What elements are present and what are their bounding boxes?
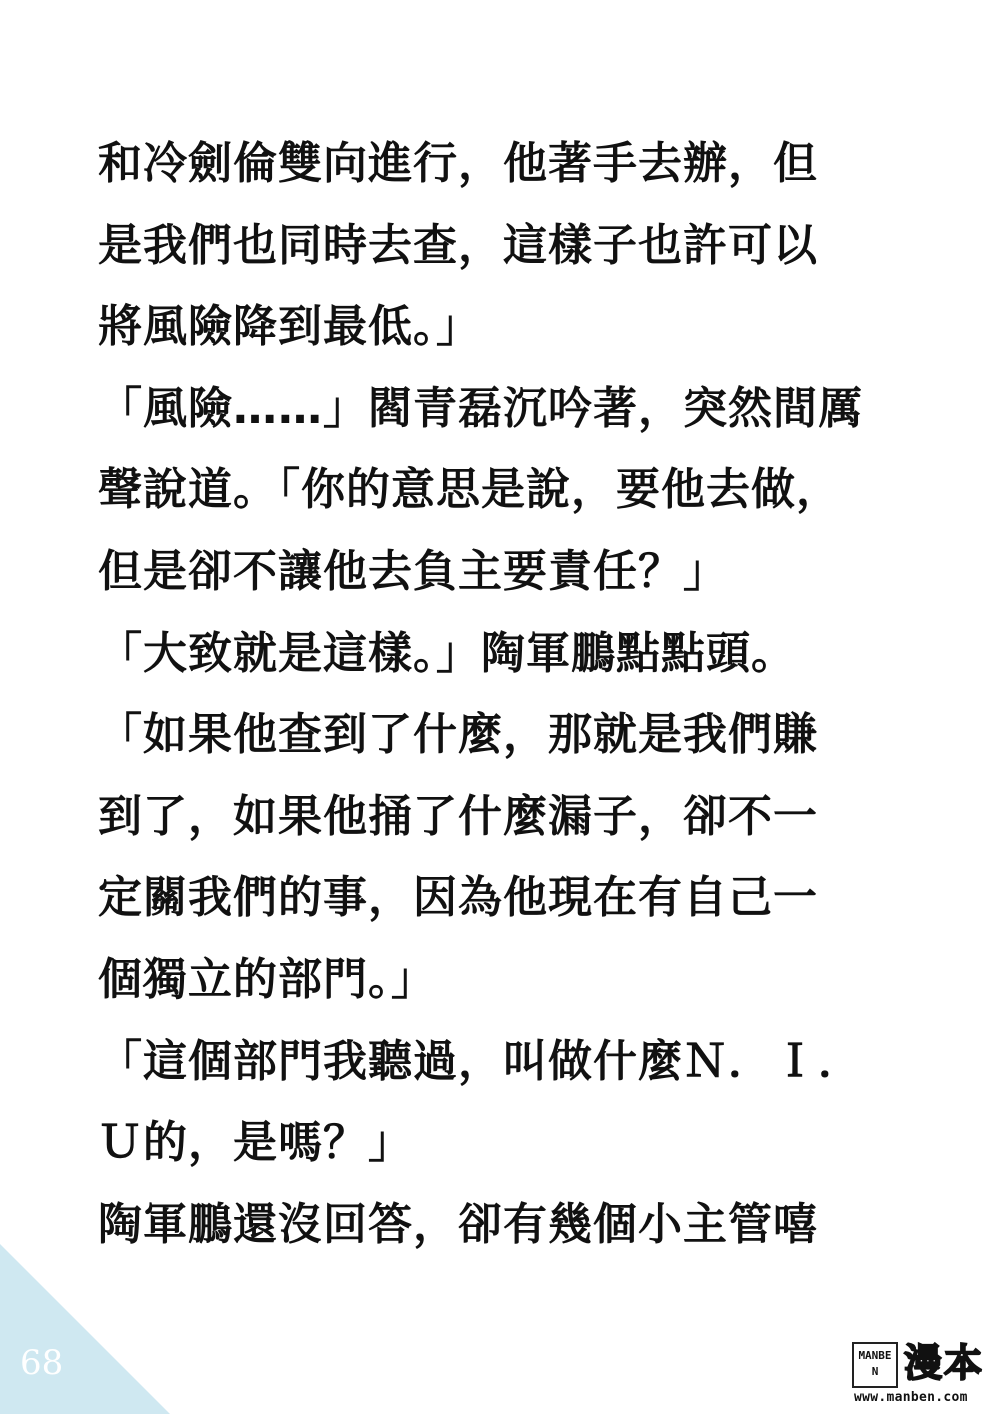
watermark-logo-text: MANBEN [858,1349,892,1378]
text-line: 和冷劍倫雙向進行，他著手去辦，但 [98,138,818,189]
text-line: 「這個部門我聽過，叫做什麼Ｎ．Ｉ． [98,1035,863,1087]
text-line: 聲說道。「你的意思是說，要他去做， [98,464,841,516]
text-line: 「風險……」閻青磊沉吟著，突然間厲 [98,382,863,434]
text-line: 定關我們的事，因為他現在有自己一 [98,872,818,924]
page-corner-decoration [0,1244,170,1414]
text-line: 是我們也同時去查，這樣子也許可以 [98,219,818,271]
text-line: Ｕ的，是嗎？」 [98,1117,413,1169]
text-line: 但是卻不讓他去負主要責任？」 [98,545,728,597]
body-text [98,128,958,1270]
watermark [852,1342,992,1408]
text-line: 陶軍鵬還沒回答，卻有幾個小主管嘻 [98,1198,818,1250]
text-line: 「大致就是這樣。」陶軍鵬點點頭。 [98,627,796,679]
text-line: 個獨立的部門。」 [98,953,436,1005]
watermark-url: www.manben.com [854,1390,968,1405]
text-line: 將風險降到最低。」 [98,301,481,353]
text-line: 到了，如果他捅了什麼漏子，卻不一 [98,790,818,842]
watermark-logo [852,1342,898,1388]
text-line: 「如果他查到了什麼，那就是我們賺 [98,709,818,761]
page-number: 68 [20,1343,64,1383]
watermark-name: 漫本 [904,1341,985,1385]
